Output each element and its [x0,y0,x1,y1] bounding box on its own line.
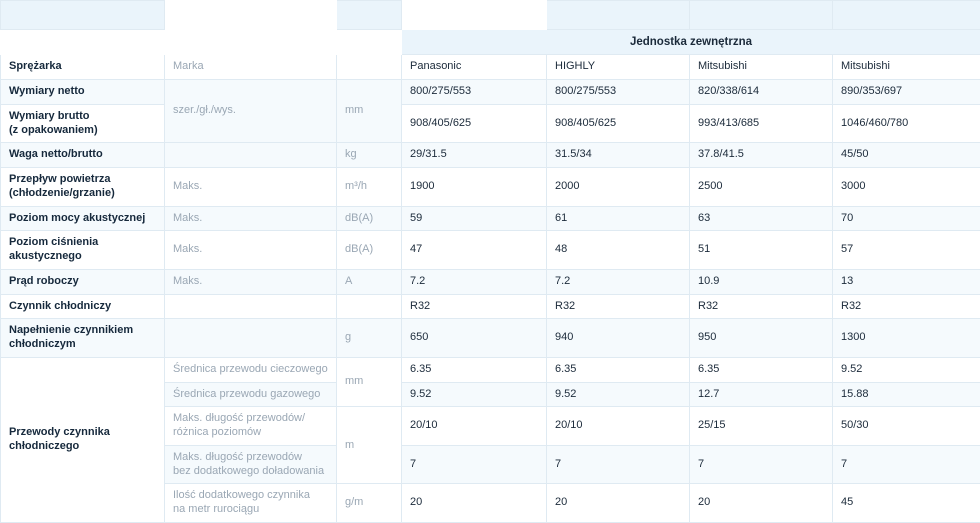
row-unit [337,294,402,319]
row-value-2: 61 [547,206,690,231]
row-unit: kg [337,143,402,168]
row-value-3: 37.8/41.5 [690,143,833,168]
header-band-unit [337,1,402,30]
row-condition [165,484,337,523]
table-row [1,206,980,231]
row-value-2: 20 [547,484,690,523]
table-row [1,80,980,105]
row-value-3: Mitsubishi [690,55,833,80]
row-value-2: 48 [547,231,690,270]
row-param-line-2: (z opakowaniem) [9,124,156,138]
table-row [1,357,980,382]
row-value-2: 31.5/34 [547,143,690,168]
row-param: Wymiary netto [1,80,165,105]
row-param: Sprężarka [1,55,165,80]
row-condition [165,319,337,358]
row-condition [165,407,337,446]
table-row [1,231,980,270]
row-value-4: 13 [833,269,980,294]
row-param-refrigerant-lines [1,357,165,522]
row-param: Prąd roboczy [1,269,165,294]
row-condition [165,445,337,484]
row-value-4: 7 [833,445,980,484]
row-value-2: 7 [547,445,690,484]
row-param-line-1: Poziom ciśnienia [9,236,156,250]
row-param [1,168,165,207]
row-param: Waga netto/brutto [1,143,165,168]
row-value-4: 890/353/697 [833,80,980,105]
row-value-1: 59 [402,206,547,231]
row-condition-line-2: bez dodatkowego doładowania [173,465,328,479]
row-unit: g [337,319,402,358]
row-value-4: 45 [833,484,980,523]
row-condition: szer./gł./wys. [165,80,337,143]
row-param-line-2: chłodniczego [9,440,156,454]
row-condition: Maks. [165,206,337,231]
header-title-spacer-2 [165,30,337,55]
row-condition-line-1: Maks. długość przewodów/ [173,412,328,426]
row-value-3: 993/413/685 [690,104,833,143]
header-title-spacer-1 [1,30,165,55]
row-value-3: 820/338/614 [690,80,833,105]
row-unit: A [337,269,402,294]
row-param-line-1: Przewody czynnika [9,426,156,440]
row-value-4: 45/50 [833,143,980,168]
row-value-4: 57 [833,231,980,270]
row-condition-line-2: na metr rurociągu [173,503,328,517]
row-condition-line-2: różnica poziomów [173,426,328,440]
row-param-line-2: (chłodzenie/grzanie) [9,187,156,201]
row-value-1: 9.52 [402,382,547,407]
table-row [1,269,980,294]
row-value-3: 7 [690,445,833,484]
row-value-2: HIGHLY [547,55,690,80]
row-condition-line-1: Maks. długość przewodów [173,451,328,465]
row-value-1: 47 [402,231,547,270]
row-value-3: 12.7 [690,382,833,407]
row-value-3: 20 [690,484,833,523]
row-value-1: 7 [402,445,547,484]
header-band-param [1,1,165,30]
row-value-1: 650 [402,319,547,358]
row-value-2: 6.35 [547,357,690,382]
table-row [1,294,980,319]
row-value-2: 20/10 [547,407,690,446]
row-param-line-2: akustycznego [9,250,156,264]
row-value-4: 9.52 [833,357,980,382]
row-value-1: 908/405/625 [402,104,547,143]
row-condition: Maks. [165,231,337,270]
row-value-2: 800/275/553 [547,80,690,105]
row-value-3: 950 [690,319,833,358]
row-param: Poziom mocy akustycznej [1,206,165,231]
row-param-line-2: chłodniczym [9,338,156,352]
row-unit: dB(A) [337,206,402,231]
row-unit: mm [337,357,402,407]
table-row [1,104,980,143]
row-value-3: 6.35 [690,357,833,382]
row-value-3: 51 [690,231,833,270]
row-param [1,319,165,358]
header-band-v3 [690,1,833,30]
row-value-1: 7.2 [402,269,547,294]
row-unit: m [337,407,402,484]
header-band-v4 [833,1,980,30]
row-value-3: 10.9 [690,269,833,294]
row-value-4: R32 [833,294,980,319]
row-value-1: 800/275/553 [402,80,547,105]
row-param: Czynnik chłodniczy [1,294,165,319]
row-value-3: 2500 [690,168,833,207]
row-value-4: 1300 [833,319,980,358]
row-value-2: 7.2 [547,269,690,294]
row-value-1: 29/31.5 [402,143,547,168]
row-value-4: 50/30 [833,407,980,446]
header-band-gap-1 [165,1,337,30]
row-condition [165,143,337,168]
header-band [1,1,980,30]
row-unit [337,55,402,80]
row-condition: Średnica przewodu cieczowego [165,357,337,382]
table-row [1,319,980,358]
row-value-4: 1046/460/780 [833,104,980,143]
row-value-2: 2000 [547,168,690,207]
row-condition: Marka [165,55,337,80]
row-value-1: R32 [402,294,547,319]
row-param-line-1: Przepływ powietrza [9,173,156,187]
row-value-4: 15.88 [833,382,980,407]
row-param [1,104,165,143]
table-row [1,143,980,168]
row-condition-line-1: Ilość dodatkowego czynnika [173,489,328,503]
row-unit: m³/h [337,168,402,207]
row-unit: mm [337,80,402,143]
row-value-4: 3000 [833,168,980,207]
row-value-4: 70 [833,206,980,231]
row-value-4: Mitsubishi [833,55,980,80]
row-unit: g/m [337,484,402,523]
row-value-2: 940 [547,319,690,358]
row-value-3: 25/15 [690,407,833,446]
row-param [1,231,165,270]
header-band-gap-2 [402,1,547,30]
row-param-line-1: Napełnienie czynnikiem [9,324,156,338]
row-unit: dB(A) [337,231,402,270]
page-title: Jednostka zewnętrzna [402,30,980,55]
row-condition: Średnica przewodu gazowego [165,382,337,407]
header-title-row [1,30,980,55]
row-value-2: 9.52 [547,382,690,407]
row-value-1: 6.35 [402,357,547,382]
row-condition: Maks. [165,168,337,207]
row-value-1: 20 [402,484,547,523]
table-row [1,55,980,80]
header-band-v2 [547,1,690,30]
row-value-1: Panasonic [402,55,547,80]
header-title-spacer-3 [337,30,402,55]
row-value-1: 20/10 [402,407,547,446]
row-value-1: 1900 [402,168,547,207]
row-value-3: 63 [690,206,833,231]
row-condition: Maks. [165,269,337,294]
row-value-2: 908/405/625 [547,104,690,143]
row-value-3: R32 [690,294,833,319]
table-row [1,168,980,207]
row-value-2: R32 [547,294,690,319]
row-condition [165,294,337,319]
row-param-line-1: Wymiary brutto [9,110,156,124]
